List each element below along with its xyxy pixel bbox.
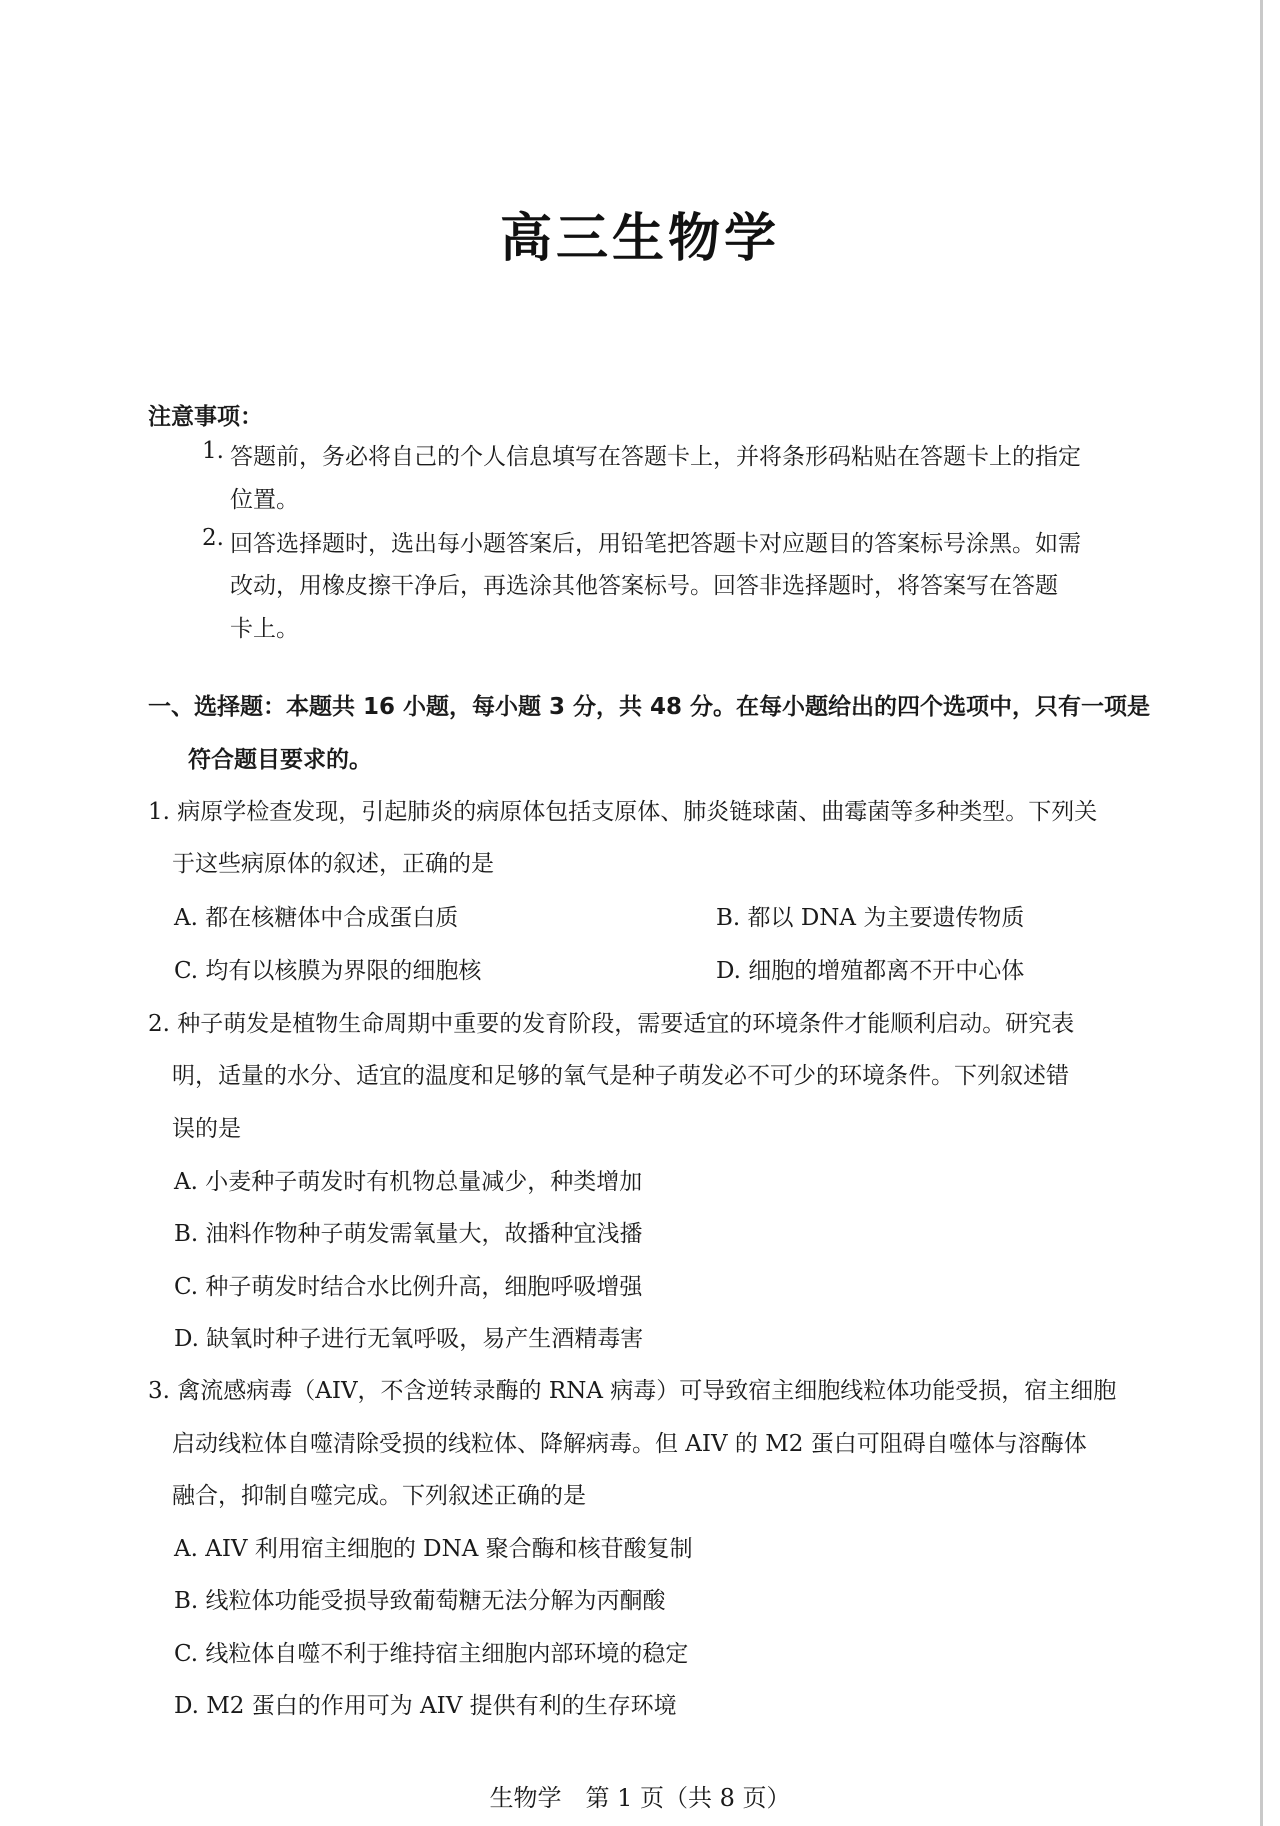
- question-line: 启动线粒体自噬清除受损的线粒体、降解病毒。但 AIV 的 M2 蛋白可阻碍自噬体与溶酶体: [172, 1431, 1087, 1457]
- option-c: C. 均有以核膜为界限的细胞核: [174, 958, 482, 984]
- question-line: 于这些病原体的叙述，正确的是: [172, 851, 494, 877]
- option-d: D. M2 蛋白的作用可为 AIV 提供有利的生存环境: [174, 1693, 677, 1719]
- option-b: B. 油料作物种子萌发需氧量大，故播种宜浅播: [174, 1221, 643, 1247]
- note-number: 2.: [202, 525, 224, 551]
- page-edge-shadow: [1260, 0, 1263, 1826]
- option-b: B. 都以 DNA 为主要遗传物质: [716, 905, 1025, 931]
- option-d: D. 缺氧时种子进行无氧呼吸，易产生酒精毒害: [174, 1326, 644, 1352]
- option-b: B. 线粒体功能受损导致葡萄糖无法分解为丙酮酸: [174, 1588, 666, 1614]
- note-number: 1.: [202, 438, 224, 464]
- question-line: 明，适量的水分、适宜的温度和足够的氧气是种子萌发必不可少的环境条件。下列叙述错: [172, 1063, 1069, 1089]
- option-d: D. 细胞的增殖都离不开中心体: [716, 958, 1025, 984]
- note-line: 改动，用橡皮擦干净后，再选涂其他答案标号。回答非选择题时，将答案写在答题: [230, 573, 1058, 599]
- question-line: 融合，抑制自噬完成。下列叙述正确的是: [172, 1483, 586, 1509]
- notes-heading: 注意事项：: [148, 404, 263, 430]
- section-heading-cont: 符合题目要求的。: [188, 747, 372, 773]
- question-line: 2. 种子萌发是植物生命周期中重要的发育阶段，需要适宜的环境条件才能顺利启动。研究表: [148, 1011, 1075, 1037]
- note-line: 答题前，务必将自己的个人信息填写在答题卡上，并将条形码粘贴在答题卡上的指定: [230, 444, 1081, 470]
- option-a: A. 都在核糖体中合成蛋白质: [174, 905, 459, 931]
- note-line: 回答选择题时，选出每小题答案后，用铅笔把答题卡对应题目的答案标号涂黑。如需: [230, 531, 1081, 557]
- option-c: C. 线粒体自噬不利于维持宿主细胞内部环境的稳定: [174, 1641, 689, 1667]
- question-line: 1. 病原学检查发现，引起肺炎的病原体包括支原体、肺炎链球菌、曲霉菌等多种类型。下列关: [148, 799, 1098, 825]
- option-a: A. 小麦种子萌发时有机物总量减少，种类增加: [174, 1169, 643, 1195]
- option-c: C. 种子萌发时结合水比例升高，细胞呼吸增强: [174, 1274, 643, 1300]
- question-line: 误的是: [172, 1116, 241, 1142]
- question-line: 3. 禽流感病毒（AIV，不含逆转录酶的 RNA 病毒）可导致宿主细胞线粒体功能受损，宿主细胞: [148, 1378, 1117, 1404]
- option-a: A. AIV 利用宿主细胞的 DNA 聚合酶和核苷酸复制: [174, 1536, 693, 1562]
- page-title: 高三生物学: [499, 209, 780, 269]
- page-footer: 生物学 第 1 页（共 8 页）: [489, 1784, 791, 1812]
- note-line: 位置。: [230, 487, 299, 513]
- section-heading: 一、选择题：本题共 16 小题，每小题 3 分，共 48 分。在每小题给出的四个选项中，只有一项是: [148, 694, 1151, 720]
- note-line: 卡上。: [230, 616, 299, 642]
